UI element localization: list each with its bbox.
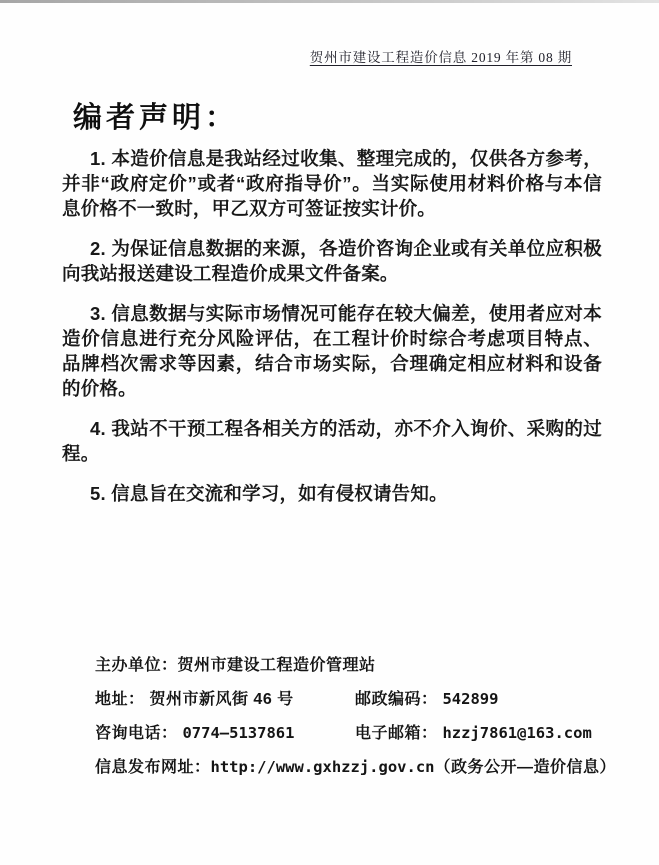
footer-row-address-postal xyxy=(95,686,615,706)
statement-paragraph-1: 1. 本造价信息是我站经过收集、整理完成的，仅供各方参考，并非“政府定价”或者“政府指导价”。当实际使用材料价格与本信息价格不一致时，甲乙双方可签证按实计价。 xyxy=(62,148,602,219)
email-group xyxy=(355,720,592,743)
statement-paragraph-3: 3. 信息数据与实际市场情况可能存在较大偏差，使用者应对本造价信息进行充分风险评估，在工程计价时综合考虑项目特点、品牌档次需求等因素，结合市场实际，合理确定相应材料和设备的价格。 xyxy=(62,303,602,399)
website-label: 信息发布网址： xyxy=(95,759,211,776)
footer-row-organizer xyxy=(95,652,615,672)
address-group xyxy=(95,686,355,709)
statement-paragraph-5: 5. 信息旨在交流和学习，如有侵权请告知。 xyxy=(90,483,448,504)
email-label: 电子邮箱： xyxy=(355,725,438,742)
website-suffix: （政务公开—造价信息） xyxy=(434,759,616,776)
journal-header: 贺州市建设工程造价信息 2019 年第 08 期 xyxy=(309,50,572,65)
phone-value: 0774—5137861 xyxy=(182,724,295,742)
website-url: http://www.gxhzzj.gov.cn xyxy=(210,758,435,776)
statement-paragraph-2: 2. 为保证信息数据的来源，各造价咨询企业或有关单位应积极向我站报送建设工程造价成果文件备案。 xyxy=(62,238,602,284)
statement-body xyxy=(62,146,602,521)
page-title: 编者声明： xyxy=(73,102,239,134)
phone-label: 咨询电话： xyxy=(95,725,178,742)
address-label: 地址： xyxy=(95,691,145,708)
organizer-value: 贺州市建设工程造价管理站 xyxy=(177,657,376,674)
statement-paragraph-4: 4. 我站不干预工程各相关方的活动，亦不介入询价、采购的过程。 xyxy=(62,418,602,464)
email-value: hzzj7861@163.com xyxy=(442,724,592,742)
footer-row-phone-email xyxy=(95,720,615,740)
phone-group xyxy=(95,720,355,743)
organizer-label: 主办单位： xyxy=(95,657,178,674)
postal-group xyxy=(355,686,498,709)
footer-row-website xyxy=(95,754,615,774)
footer-contact-block xyxy=(95,652,615,788)
postal-value: 542899 xyxy=(442,690,499,708)
postal-label: 邮政编码： xyxy=(355,691,438,708)
scan-edge-top xyxy=(0,0,659,3)
address-value: 贺州市新风街 46 号 xyxy=(149,691,294,708)
